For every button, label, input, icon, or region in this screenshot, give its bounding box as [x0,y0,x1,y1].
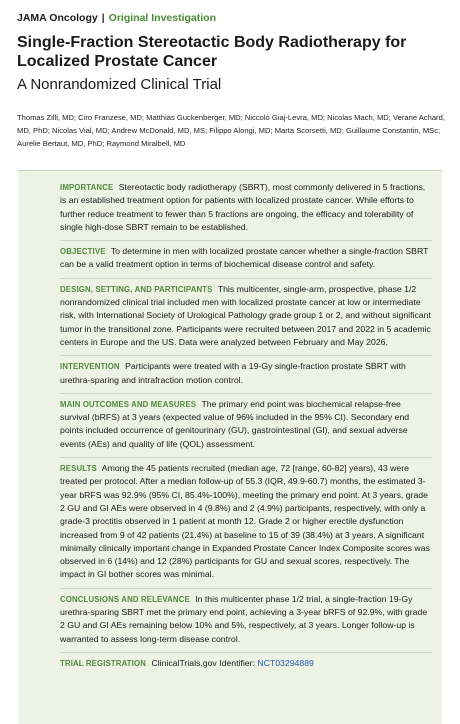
abstract-registration [60,653,432,676]
abstract-importance [60,179,432,241]
objective-heading: OBJECTIVE [60,247,106,257]
abstract-outcomes [60,394,432,458]
intervention-heading: INTERVENTION [60,362,120,372]
abstract-design [60,279,432,356]
article-title: Single-Fraction Stereotactic Body Radiotherapy for Localized Prostate Cancer [17,34,407,70]
abstract-results [60,458,432,589]
intervention-text: Participants were treated with a 19-Gy single-fraction prostate SBRT with urethra-sparing and intrafraction motion control. [60,361,406,385]
author-list: Thomas Zilli, MD; Ciro Franzese, MD; Matthias Guckenberger, MD; Niccolò Giaj-Levra, MD; Nicolas Mach, MD; Verane Achard, MD, PhD; Nicolas Vial, MD; Andrew McDonald, MD, MS; Filippo Alongi, MD; Marta Scorsetti, MD; Guillaume Constantin, MSc; Aurelie Bertaut, MD, PhD; Raymond Miralbell, MD [17,113,445,148]
registration-heading: TRIAL REGISTRATION [60,658,147,668]
abstract-conclusions [60,589,432,653]
objective-text: To determine in men with localized prostate cancer whether a single-fraction SBRT can be a valid treatment option in terms of biochemical disease control and safety. [60,246,429,270]
outcomes-text: The primary end point was biochemical relapse-free survival (bRFS) at 3 years (expected value of 96% included in the 95% CI). Secondary end points included occurrence of genitourinary (GU), gastrointestinal (GI), and sexual adverse events (AEs) and quality of life (QOL) assessment. [60,398,410,449]
importance-heading: IMPORTANCE [60,183,114,192]
article-subtitle: A Nonrandomized Clinical Trial [17,76,222,93]
outcomes-heading: MAIN OUTCOMES AND MEASURES [60,399,197,409]
registration-text: ClinicalTrials.gov Identifier: [151,657,255,668]
results-heading: RESULTS [60,464,97,474]
conclusions-text: In this multicenter phase 1/2 trial, a single-fraction 19-Gy urethra-sparing SBRT met the primary end point, achieving a 3-year bRFS of 92.9%, with grade 2 GU and GI AEs remaining below 10% and 5%, respectively, at 3 years. Longer follow-up is warranted to assess long-term disease control. [60,593,428,644]
article-section-label: Original Investigation [108,12,217,24]
design-text: This multicenter, single-arm, prospective, phase 1/2 nonrandomized clinical trial included men with localized prostate cancer at low or intermediate risk, with International Society of Urological Pathology grade group 1 or 2, and without significant tumor in the transitional zone. Participants were recruited between 2017 and 2022 in 5 academic centers in Europe and the US. Data were analyzed between February and May 2026. [60,283,431,347]
conclusions-heading: CONCLUSIONS AND RELEVANCE [60,594,190,604]
abstract-objective [60,241,432,279]
results-text: Among the 45 patients recruited (median age, 72 [range, 60-82] years), 43 were treated per protocol. After a median follow-up of 55.3 (IQR, 49.9-60.7) months, the estimated 3-year bRFS was 92.9% (95% CI, 85.4%-100%), meeting the primary end point. At 3 years, grade 2 GU and GI AEs were observed in 4 (9.8%) and 2 (4.9%) participants, respectively, with only a grade-3 proctitis observed in 1 patient at month 12. Grade 2 or higher erectile dysfunction increased from 9 of 42 patients (21.4%) at baseline to 15 of 39 (38.4%) at 3 years. A significant minimally clinically important change in Expanded Prostate Cancer Index Composite scores was observed in 6 (14%) and 12 (28%) participants for GU and sexual scores, respectively. The impact in GI bother scores was minimal. [60,463,430,580]
abstract-intervention [60,356,432,394]
journal-name[interactable]: JAMA Oncology [17,12,98,24]
design-heading: DESIGN, SETTING, AND PARTICIPANTS [60,284,213,294]
importance-text: Stereotactic body radiotherapy (SBRT), most commonly delivered in 5 fractions, is an established treatment option for patients with localized prostate cancer. While efforts to further reduce treatment to fewer than 5 fractions are ongoing, the efficacy and tolerability of single high-dose SBRT remain to be established. [60,182,426,232]
header-separator: | [101,12,105,24]
trial-identifier-link[interactable]: NCT03294889 [257,657,314,668]
journal-header [17,12,216,24]
abstract-box [18,170,442,724]
